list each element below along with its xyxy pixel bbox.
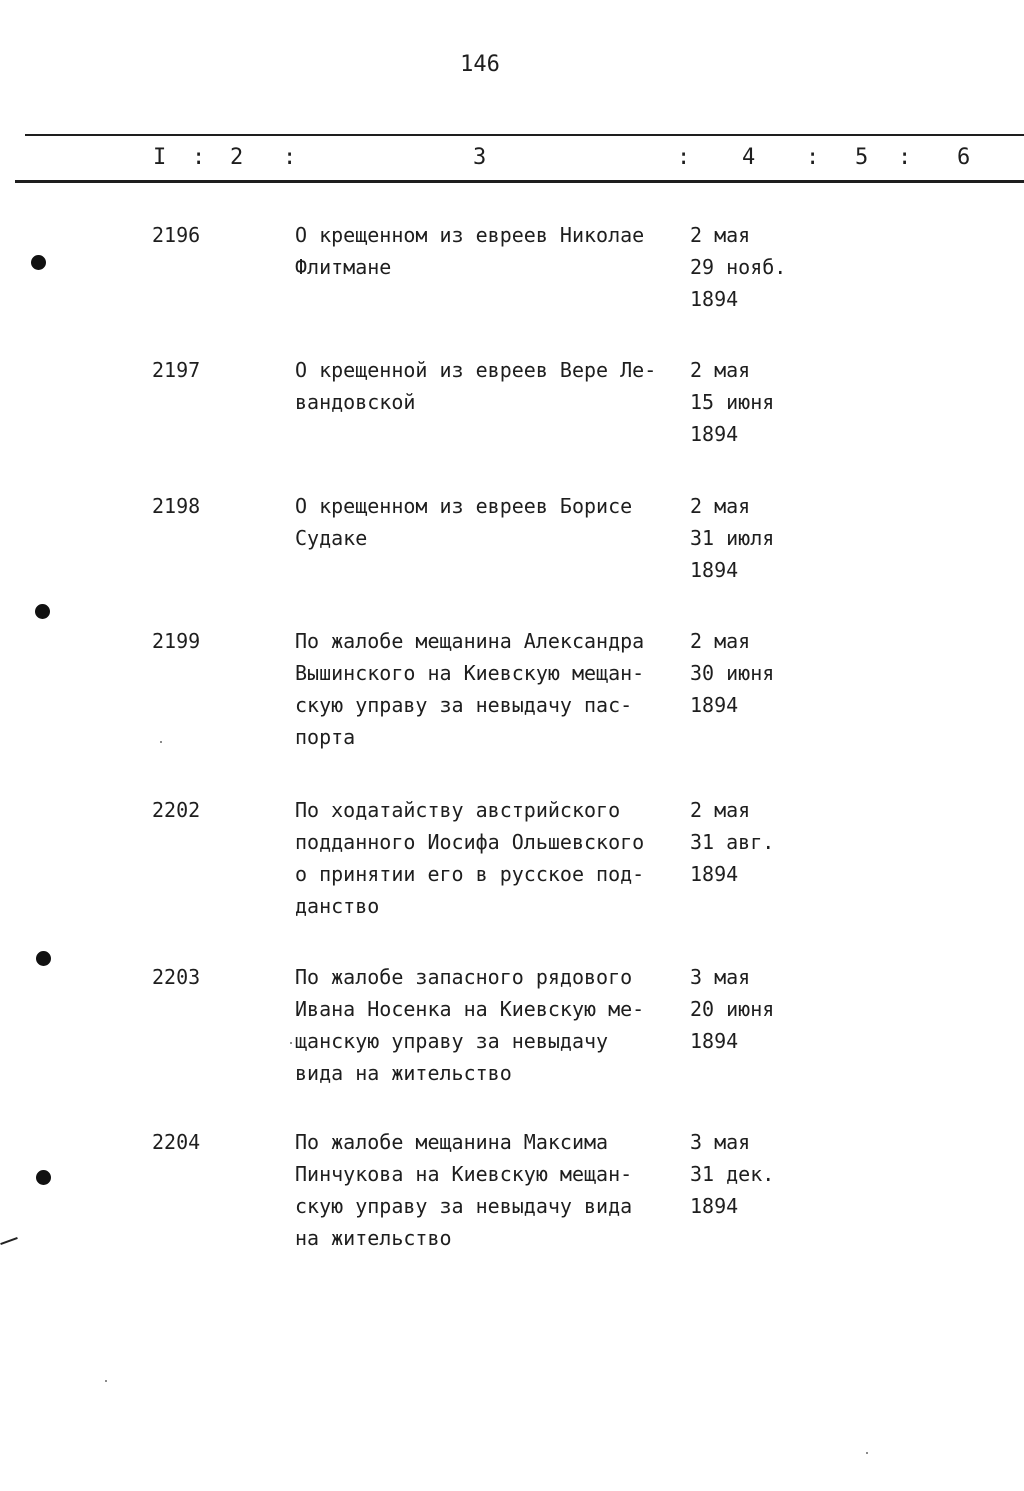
entry-dates <box>690 625 850 721</box>
description-line: Флитмане <box>295 255 392 279</box>
description-line: По жалобе мещанина Александра <box>295 629 645 653</box>
date-start: 2 мая <box>690 629 751 653</box>
column-header-1: I <box>153 145 167 170</box>
column-separator: : <box>192 145 206 170</box>
date-year: 1894 <box>690 287 739 311</box>
description-line: подданного Иосифа Ольшевского <box>295 830 645 854</box>
description-line: порта <box>295 725 356 749</box>
entry-number: 2199 <box>152 629 201 653</box>
date-start: 2 мая <box>690 494 751 518</box>
date-start: 2 мая <box>690 798 751 822</box>
column-separator: : <box>677 145 691 170</box>
date-end: 29 нояб. <box>690 255 787 279</box>
entry-description <box>295 354 685 418</box>
header-top-rule <box>25 134 1024 136</box>
column-header-5: 5 <box>855 145 869 170</box>
entry-dates <box>690 219 850 315</box>
description-line: скую управу за невыдачу пас- <box>295 693 633 717</box>
header-bottom-rule <box>15 180 1024 183</box>
description-line: Судаке <box>295 526 368 550</box>
date-end: 31 дек. <box>690 1162 775 1186</box>
date-end: 31 июля <box>690 526 775 550</box>
date-end: 30 июня <box>690 661 775 685</box>
entry-number: 2198 <box>152 494 201 518</box>
entry-dates <box>690 961 850 1057</box>
entry-dates <box>690 1126 850 1222</box>
entry-number: 2202 <box>152 798 201 822</box>
column-separator: : <box>806 145 820 170</box>
column-separator: : <box>898 145 912 170</box>
column-header-4: 4 <box>742 145 756 170</box>
description-line: вида на жительство <box>295 1061 512 1085</box>
description-line: По ходатайству австрийского <box>295 798 621 822</box>
scan-speck <box>160 741 162 743</box>
binder-hole-mark <box>31 255 46 270</box>
description-line: По жалобе мещанина Максима <box>295 1130 609 1154</box>
date-end: 31 авг. <box>690 830 775 854</box>
table-header <box>0 145 1024 175</box>
entry-number: 2197 <box>152 358 201 382</box>
description-line: Пинчукова на Киевскую мещан- <box>295 1162 633 1186</box>
entry-description <box>295 625 685 753</box>
entry-description <box>295 961 685 1089</box>
description-line: на жительство <box>295 1226 452 1250</box>
column-separator: : <box>283 145 297 170</box>
entry-dates <box>690 354 850 450</box>
description-line: Вышинского на Киевскую мещан- <box>295 661 645 685</box>
date-start: 3 мая <box>690 1130 751 1154</box>
column-header-6: 6 <box>957 145 971 170</box>
date-year: 1894 <box>690 1194 739 1218</box>
date-end: 15 июня <box>690 390 775 414</box>
date-year: 1894 <box>690 422 739 446</box>
description-line: вандовской <box>295 390 416 414</box>
entry-number: 2203 <box>152 965 201 989</box>
date-start: 2 мая <box>690 358 751 382</box>
entry-description <box>295 794 685 922</box>
description-line: Ивана Носенка на Киевскую ме- <box>295 997 645 1021</box>
entry-description <box>295 490 685 554</box>
description-line: данство <box>295 894 380 918</box>
scan-speck <box>290 1042 292 1044</box>
date-year: 1894 <box>690 693 739 717</box>
date-start: 2 мая <box>690 223 751 247</box>
entry-dates <box>690 490 850 586</box>
description-line: щанскую управу за невыдачу <box>295 1029 609 1053</box>
binder-hole-mark <box>35 604 50 619</box>
date-year: 1894 <box>690 1029 739 1053</box>
binder-hole-mark <box>36 1170 51 1185</box>
description-line: О крещенной из евреев Вере Ле- <box>295 358 657 382</box>
binder-hole-mark <box>36 951 51 966</box>
scan-edge-mark <box>0 1237 18 1245</box>
column-header-2: 2 <box>230 145 244 170</box>
description-line: О крещенном из евреев Борисе <box>295 494 633 518</box>
entry-number: 2204 <box>152 1130 201 1154</box>
entry-number: 2196 <box>152 223 201 247</box>
scan-speck <box>866 1452 868 1454</box>
column-header-3: 3 <box>473 145 487 170</box>
scan-speck <box>105 1380 107 1382</box>
date-start: 3 мая <box>690 965 751 989</box>
date-year: 1894 <box>690 558 739 582</box>
description-line: скую управу за невыдачу вида <box>295 1194 633 1218</box>
date-end: 20 июня <box>690 997 775 1021</box>
description-line: О крещенном из евреев Николае <box>295 223 645 247</box>
entry-description <box>295 219 685 283</box>
entry-dates <box>690 794 850 890</box>
page-number: 146 <box>460 52 500 77</box>
description-line: о принятии его в русское под- <box>295 862 645 886</box>
description-line: По жалобе запасного рядового <box>295 965 633 989</box>
entry-description <box>295 1126 685 1254</box>
date-year: 1894 <box>690 862 739 886</box>
